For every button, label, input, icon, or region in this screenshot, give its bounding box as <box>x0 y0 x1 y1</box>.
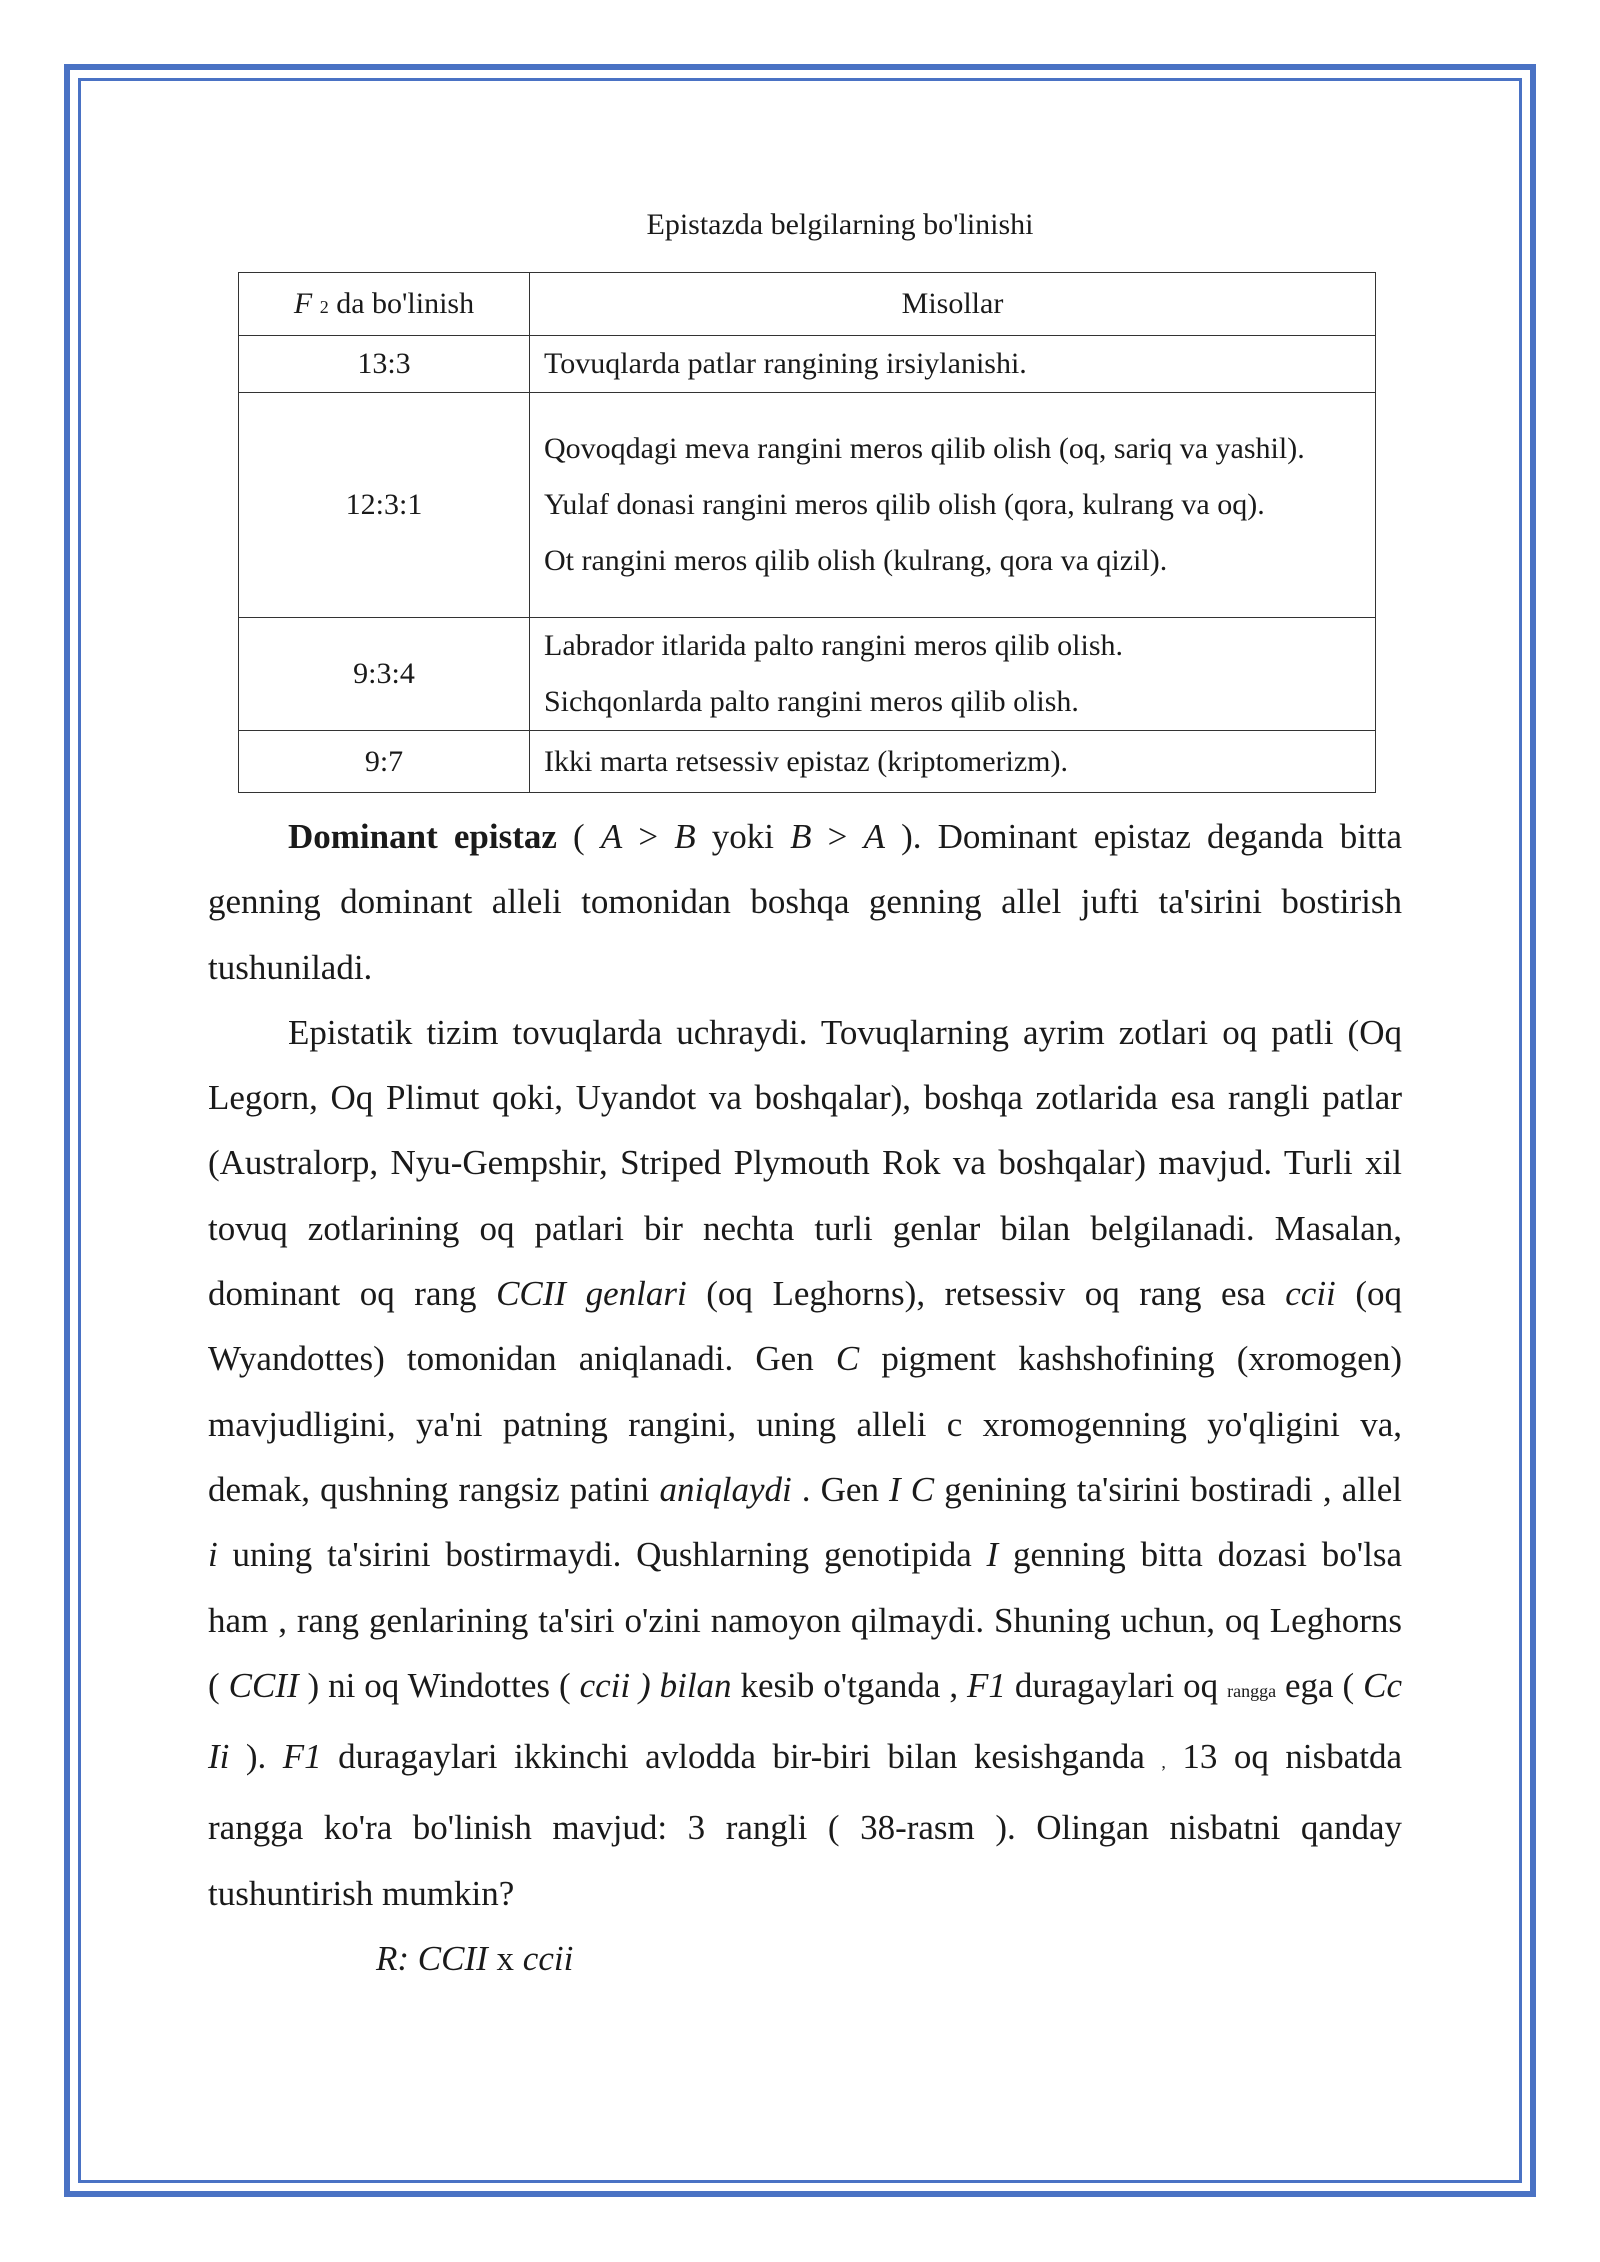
paragraph-epistatic-system: Epistatik tizim tovuqlarda uchraydi. Tovuqlarning ayrim zotlari oq patli (Oq Legorn, Oq Plimut qoki, Uyandot va boshqalar), boshqa zotlarida esa rangli patlar (Australorp, Nyu-Gempshir, Striped Plymouth Rok va boshqalar) mavjud. Turli xil tovuq zotlarining oq patlari bir nechta turli genlar bilan belgilanadi. Masalan, dominant oq rang CCII genlari (oq Leghorns), retsessiv oq rang esa ccii (oq Wyandottes) tomonidan aniqlanadi. Gen C pigment kashshofining (xromogen) mavjudligini, ya'ni patning rangini, uning alleli c xromogenning yo'qligini va, demak, qushning rangsiz patini aniqlaydi . Gen I C genining ta'sirini bostiradi , allel i uning ta'sirini bostirmaydi. Qushlarning genotipida I genning bitta dozasi bo'lsa ham , rang genlarining ta'siri o'zini namoyon qilmaydi. Shuning uchun, oq Leghorns ( CCII ) ni oq Windottes ( ccii ) bilan kesib o'tganda , F1 duragaylari oq rangga ega ( Cc Ii ). F1 duragaylari ikkinchi avlodda bir-biri bilan kesishganda , 13 oq nisbatda rangga ko'ra bo'linish mavjud: 3 rangli ( 38-rasm ). Olingan nisbatni qanday tushuntirish mumkin? <box>208 1012 1403 1913</box>
cross-formula: R: CCII x ccii <box>376 1939 574 1979</box>
table-row <box>239 393 1376 618</box>
example-line: Yulaf donasi rangini meros qilib olish (qora, kulrang va oq). <box>544 488 1265 521</box>
header-examples: Misollar <box>530 273 1376 336</box>
example-line: Qovoqdagi meva rangini meros qilib olish (oq, sariq va yashil). <box>544 432 1305 465</box>
epistasis-table <box>238 272 1376 793</box>
term-dominant-epistasis: Dominant epistaz <box>288 817 557 856</box>
ratio-cell: 9:3:4 <box>239 618 530 731</box>
body-text <box>208 804 1402 1991</box>
table-caption: Epistazda belgilarning bo'linishi <box>646 208 1034 241</box>
example-line: Ikki marta retsessiv epistaz (kriptomerizm). <box>544 744 1068 778</box>
example-line: Labrador itlarida palto rangini meros qilib olish. <box>544 629 1124 662</box>
example-line: Ot rangini meros qilib olish (kulrang, qora va qizil). <box>544 544 1168 577</box>
table-row <box>239 336 1376 393</box>
example-line: Tovuqlarda patlar rangining irsiylanishi. <box>544 347 1027 380</box>
table-row <box>239 731 1376 793</box>
header-ratio: F 2 da bo'linish <box>239 273 530 336</box>
ratio-cell: 9:7 <box>239 731 530 793</box>
table-header-row <box>239 273 1376 336</box>
table-row <box>239 618 1376 731</box>
example-line: Sichqonlarda palto rangini meros qilib olish. <box>544 685 1079 718</box>
examples-cell <box>530 336 1376 393</box>
ratio-cell: 13:3 <box>239 336 530 393</box>
examples-cell <box>530 618 1376 731</box>
paragraph-dominant-epistasis: Dominant epistaz ( A > B yoki B > A ). Dominant epistaz deganda bitta genning dominant alleli tomonidan boshqa genning allel jufti ta'sirini bostirish tushuniladi. <box>208 817 1403 987</box>
examples-cell <box>530 731 1376 793</box>
ratio-cell: 12:3:1 <box>239 393 530 618</box>
examples-cell <box>530 393 1376 618</box>
